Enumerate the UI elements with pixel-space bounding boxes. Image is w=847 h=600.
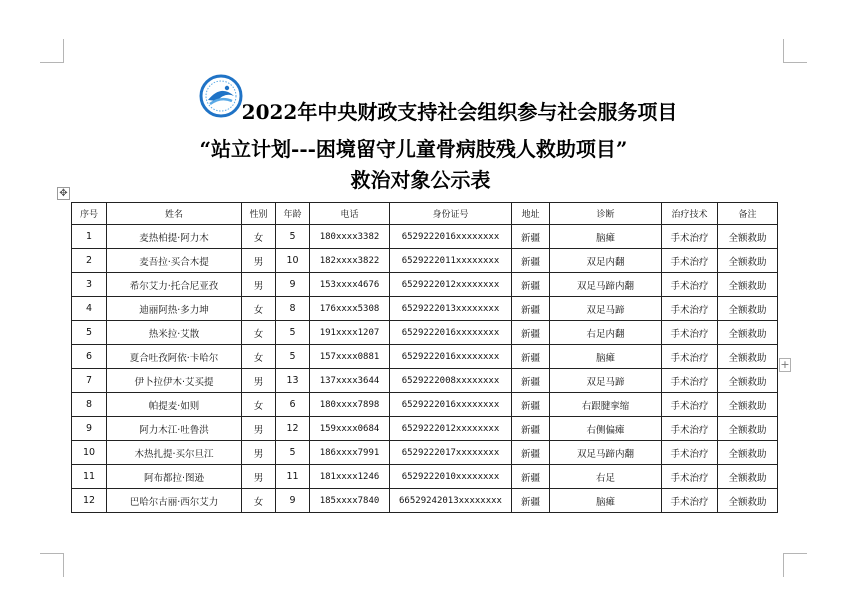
cell-col-treatment: 手术治疗 [662,297,718,321]
cell-col-remark: 全额救助 [718,369,778,393]
crop-mark [63,39,64,63]
cell-col-name: 巴哈尔古丽·西尔艾力 [107,489,242,513]
table-row [72,393,778,417]
cell-col-diagnosis: 右足内翻 [550,321,662,345]
cell-col-treatment: 手术治疗 [662,441,718,465]
cell-col-diagnosis: 双足马蹄 [550,297,662,321]
crop-mark [40,553,64,554]
cell-col-address: 新疆 [512,441,550,465]
table-title: 救治对象公示表 [350,168,491,192]
cell-col-name: 阿布都拉·图逊 [107,465,242,489]
cell-col-index: 3 [72,273,107,297]
cell-col-age: 5 [276,321,310,345]
cell-col-remark: 全额救助 [718,297,778,321]
cell-col-diagnosis: 双足马蹄 [550,369,662,393]
cell-col-gender: 女 [242,225,276,249]
cell-col-gender: 男 [242,369,276,393]
cell-col-name: 迪丽阿热·多力坤 [107,297,242,321]
cell-col-treatment: 手术治疗 [662,465,718,489]
cell-col-phone: 185xxxx7840 [310,489,390,513]
project-title: “站立计划---困境留守儿童骨病肢残人救助项目” [199,137,628,161]
cell-col-diagnosis: 右跟腱挛缩 [550,393,662,417]
cell-col-address: 新疆 [512,465,550,489]
cell-col-index: 11 [72,465,107,489]
cell-col-index: 6 [72,345,107,369]
cell-col-phone: 186xxxx7991 [310,441,390,465]
cell-col-phone: 153xxxx4676 [310,273,390,297]
cell-col-remark: 全额救助 [718,465,778,489]
cell-col-age: 9 [276,489,310,513]
table-row [72,441,778,465]
cell-col-age: 10 [276,249,310,273]
cell-col-id-number: 6529222016xxxxxxxx [390,225,512,249]
cell-col-index: 5 [72,321,107,345]
cell-col-diagnosis: 右侧偏瘫 [550,417,662,441]
crop-mark [783,553,807,554]
header-col-age: 年龄 [276,203,310,225]
cell-col-diagnosis: 双足内翻 [550,249,662,273]
cell-col-age: 12 [276,417,310,441]
move-arrows-icon[interactable]: ✥ [57,187,70,200]
cell-col-address: 新疆 [512,273,550,297]
cell-col-phone: 159xxxx0684 [310,417,390,441]
table-row [72,345,778,369]
cell-col-name: 阿力木江·吐鲁洪 [107,417,242,441]
cell-col-address: 新疆 [512,321,550,345]
cell-col-phone: 180xxxx3382 [310,225,390,249]
cell-col-phone: 181xxxx1246 [310,465,390,489]
cell-col-index: 9 [72,417,107,441]
cell-col-gender: 女 [242,393,276,417]
cell-col-gender: 女 [242,489,276,513]
header-col-gender: 性别 [242,203,276,225]
cell-col-index: 1 [72,225,107,249]
header-col-diagnosis: 诊断 [550,203,662,225]
cell-col-id-number: 6529222010xxxxxxxx [390,465,512,489]
cell-col-treatment: 手术治疗 [662,393,718,417]
cell-col-id-number: 6529222017xxxxxxxx [390,441,512,465]
cell-col-remark: 全额救助 [718,489,778,513]
cell-col-index: 10 [72,441,107,465]
cell-col-address: 新疆 [512,369,550,393]
table-row [72,225,778,249]
cell-col-address: 新疆 [512,297,550,321]
cell-col-address: 新疆 [512,225,550,249]
table-row [72,369,778,393]
cell-col-treatment: 手术治疗 [662,489,718,513]
cell-col-phone: 157xxxx0881 [310,345,390,369]
cell-col-age: 5 [276,441,310,465]
cell-col-name: 麦吾拉·买合木提 [107,249,242,273]
cell-col-gender: 男 [242,417,276,441]
cell-col-remark: 全额救助 [718,441,778,465]
cell-col-address: 新疆 [512,345,550,369]
cell-col-id-number: 6529222012xxxxxxxx [390,417,512,441]
crop-mark [783,553,784,577]
header-col-name: 姓名 [107,203,242,225]
cell-col-remark: 全额救助 [718,273,778,297]
header-col-treatment: 治疗技术 [662,203,718,225]
cell-col-remark: 全额救助 [718,393,778,417]
cell-col-gender: 女 [242,321,276,345]
cell-col-diagnosis: 脑瘫 [550,225,662,249]
cell-col-treatment: 手术治疗 [662,225,718,249]
cell-col-age: 9 [276,273,310,297]
cell-col-phone: 182xxxx3822 [310,249,390,273]
cell-col-diagnosis: 双足马蹄内翻 [550,273,662,297]
table-row [72,297,778,321]
table-row [72,465,778,489]
recipient-table [71,202,778,513]
header-col-address: 地址 [512,203,550,225]
plus-icon[interactable]: + [780,358,790,371]
cell-col-age: 13 [276,369,310,393]
cell-col-age: 8 [276,297,310,321]
cell-col-id-number: 66529242013xxxxxxxx [390,489,512,513]
table-row [72,273,778,297]
cell-col-treatment: 手术治疗 [662,249,718,273]
header-col-phone: 电话 [310,203,390,225]
cell-col-gender: 女 [242,345,276,369]
cell-col-index: 4 [72,297,107,321]
cell-col-name: 木热扎提·买尔旦江 [107,441,242,465]
cell-col-age: 5 [276,225,310,249]
table-row [72,321,778,345]
cell-col-remark: 全额救助 [718,249,778,273]
cell-col-age: 11 [276,465,310,489]
cell-col-address: 新疆 [512,249,550,273]
cell-col-name: 麦热柏提·阿力木 [107,225,242,249]
cell-col-id-number: 6529222012xxxxxxxx [390,273,512,297]
cell-col-index: 8 [72,393,107,417]
crop-mark [783,62,807,63]
header-col-remark: 备注 [718,203,778,225]
cell-col-index: 2 [72,249,107,273]
cell-col-treatment: 手术治疗 [662,417,718,441]
table-header-row [72,203,778,225]
crop-mark [63,553,64,577]
cell-col-gender: 男 [242,249,276,273]
cell-col-remark: 全额救助 [718,345,778,369]
table-row [72,489,778,513]
cell-col-name: 夏合吐孜阿依·卡哈尔 [107,345,242,369]
cell-col-gender: 男 [242,441,276,465]
cell-col-diagnosis: 双足马蹄内翻 [550,441,662,465]
cell-col-diagnosis: 脑瘫 [550,345,662,369]
cell-col-treatment: 手术治疗 [662,321,718,345]
cell-col-index: 7 [72,369,107,393]
cell-col-remark: 全额救助 [718,321,778,345]
cell-col-phone: 180xxxx7898 [310,393,390,417]
cell-col-gender: 男 [242,273,276,297]
cell-col-address: 新疆 [512,417,550,441]
cell-col-remark: 全额救助 [718,417,778,441]
table-row [72,249,778,273]
cell-col-phone: 137xxxx3644 [310,369,390,393]
cell-col-gender: 女 [242,297,276,321]
cell-col-diagnosis: 脑瘫 [550,489,662,513]
cell-col-name: 热米拉·艾散 [107,321,242,345]
cell-col-phone: 191xxxx1207 [310,321,390,345]
header-col-id-number: 身份证号 [390,203,512,225]
cell-col-id-number: 6529222016xxxxxxxx [390,321,512,345]
cell-col-id-number: 6529222013xxxxxxxx [390,297,512,321]
cell-col-age: 5 [276,345,310,369]
cell-col-gender: 男 [242,465,276,489]
cell-col-treatment: 手术治疗 [662,273,718,297]
header-col-index: 序号 [72,203,107,225]
cell-col-treatment: 手术治疗 [662,369,718,393]
document-title: 2022年中央财政支持社会组织参与社会服务项目 [241,100,678,124]
cell-col-id-number: 6529222008xxxxxxxx [390,369,512,393]
cell-col-id-number: 6529222016xxxxxxxx [390,393,512,417]
cell-col-phone: 176xxxx5308 [310,297,390,321]
cell-col-treatment: 手术治疗 [662,345,718,369]
cell-col-remark: 全额救助 [718,225,778,249]
cell-col-name: 希尔艾力·托合尼亚孜 [107,273,242,297]
cell-col-address: 新疆 [512,393,550,417]
cell-col-name: 伊卜拉伊木·艾买提 [107,369,242,393]
cell-col-id-number: 6529222011xxxxxxxx [390,249,512,273]
cell-col-name: 帕提麦·如则 [107,393,242,417]
cell-col-age: 6 [276,393,310,417]
cell-col-diagnosis: 右足 [550,465,662,489]
cell-col-id-number: 6529222016xxxxxxxx [390,345,512,369]
cell-col-index: 12 [72,489,107,513]
crop-mark [40,62,64,63]
table-row [72,417,778,441]
cell-col-address: 新疆 [512,489,550,513]
crop-mark [783,39,784,63]
